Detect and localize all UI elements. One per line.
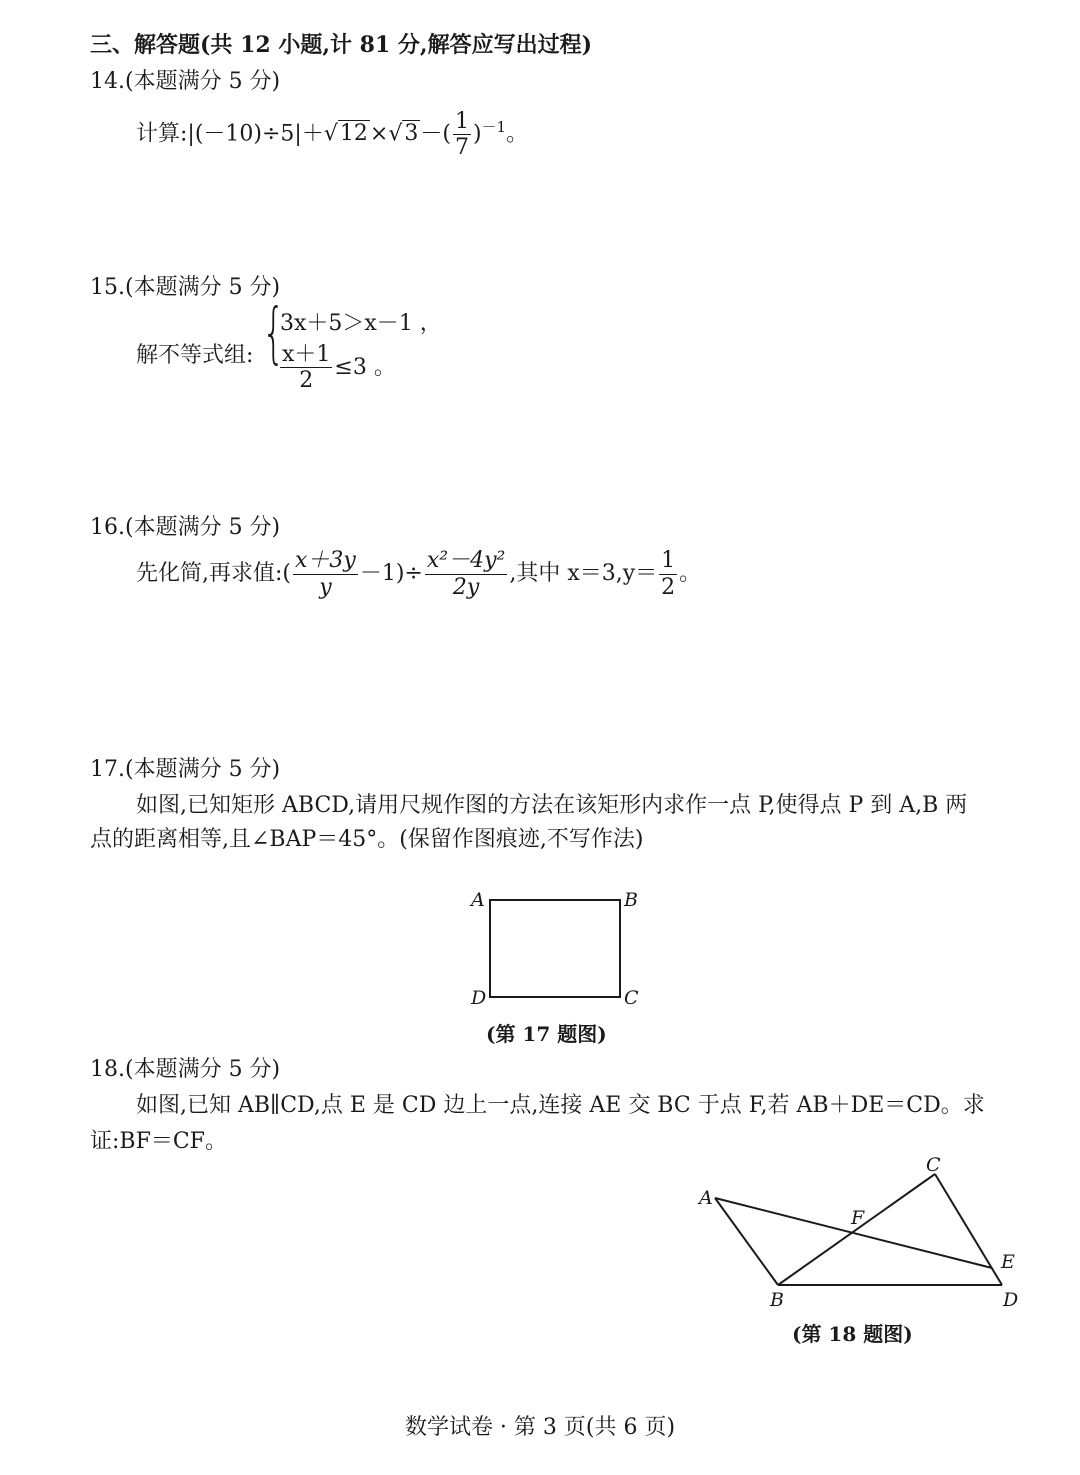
q16-end: 。 bbox=[679, 561, 702, 586]
q14-prompt: 计算: bbox=[136, 121, 188, 147]
q16-frac3-den: 2 bbox=[661, 574, 676, 600]
q14-exp: －1 bbox=[481, 118, 507, 136]
label-a: A bbox=[471, 889, 485, 911]
rectangle-abcd bbox=[490, 900, 620, 997]
left-brace-icon: { bbox=[262, 294, 286, 371]
q15-line2-tail: ≤3 。 bbox=[334, 354, 396, 380]
label-f: F bbox=[851, 1207, 865, 1229]
q17-caption: (第 17 题图) bbox=[486, 1022, 607, 1046]
q14-sqrt1: 12 bbox=[339, 121, 368, 147]
sqrt-icon: √ bbox=[323, 121, 338, 147]
q16-frac1-num: x＋3y bbox=[295, 548, 356, 574]
sqrt-icon: √ bbox=[388, 121, 403, 147]
q16-frac2-num: x²－4y² bbox=[426, 548, 506, 574]
segment-bc bbox=[778, 1174, 935, 1285]
label-a: A bbox=[699, 1187, 713, 1209]
page-footer: 数学试卷 · 第 3 页(共 6 页) bbox=[404, 1415, 676, 1440]
q14-expr-a: |(－10)÷5|＋ bbox=[187, 121, 324, 147]
q15-header: 15.(本题满分 5 分) bbox=[90, 275, 281, 300]
label-c: C bbox=[624, 987, 639, 1009]
q17-rectangle-figure bbox=[460, 880, 650, 1010]
q18-header: 18.(本题满分 5 分) bbox=[90, 1057, 281, 1082]
q16-frac1-den: y bbox=[319, 574, 332, 600]
q14-times: × bbox=[369, 121, 389, 147]
label-c: C bbox=[926, 1154, 941, 1176]
q16-frac3-num: 1 bbox=[661, 548, 676, 574]
q15-fraction bbox=[280, 342, 332, 394]
q18-line2: 证:BF＝CF。 bbox=[90, 1129, 227, 1154]
q16-fraction-1 bbox=[293, 548, 358, 600]
q16-prompt: 先化简,再求值:( bbox=[136, 561, 291, 586]
q14-minus: －( bbox=[420, 121, 451, 147]
q14-frac-num: 1 bbox=[454, 108, 469, 134]
q17-header: 17.(本题满分 5 分) bbox=[90, 757, 281, 782]
q16-fraction-2 bbox=[425, 548, 507, 600]
q14-sqrt2: 3 bbox=[404, 121, 419, 147]
section-title: 三、解答题(共 12 小题,计 81 分,解答应写出过程) bbox=[90, 32, 593, 58]
label-e: E bbox=[1001, 1251, 1015, 1273]
q15-frac-num: x＋1 bbox=[282, 342, 331, 367]
label-d: D bbox=[1003, 1289, 1019, 1311]
q16-fraction-3 bbox=[659, 548, 677, 600]
q14-frac-den: 7 bbox=[454, 134, 469, 160]
q16-expression bbox=[136, 546, 701, 602]
q15-line1: 3x＋5＞x－1 ， bbox=[280, 311, 442, 336]
q18-line1: 如图,已知 AB∥CD,点 E 是 CD 边上一点,连接 AE 交 BC 于点 F,若 AB＋DE＝CD。求 bbox=[136, 1093, 985, 1118]
q15-line2 bbox=[278, 342, 396, 394]
q15-frac-den: 2 bbox=[299, 368, 314, 394]
label-b: B bbox=[624, 889, 638, 911]
q14-end: 。 bbox=[506, 121, 529, 147]
q14-header: 14.(本题满分 5 分) bbox=[90, 69, 281, 94]
label-d: D bbox=[471, 987, 487, 1009]
q16-header: 16.(本题满分 5 分) bbox=[90, 515, 281, 540]
q16-condition: ,其中 x＝3,y＝ bbox=[509, 561, 658, 586]
q14-expression bbox=[136, 105, 528, 160]
q17-line2: 点的距离相等,且∠BAP＝45°。(保留作图痕迹,不写作法) bbox=[90, 827, 644, 852]
q14-fraction bbox=[453, 109, 471, 161]
q18-caption: (第 18 题图) bbox=[792, 1322, 913, 1346]
q17-line1: 如图,已知矩形 ABCD,请用尺规作图的方法在该矩形内求作一点 P,使得点 P 到 A,B 两 bbox=[136, 793, 968, 818]
label-b: B bbox=[770, 1289, 784, 1311]
q16-frac2-den: 2y bbox=[452, 574, 480, 600]
segment-cd bbox=[935, 1174, 1002, 1285]
q14-close: ) bbox=[472, 121, 482, 147]
q18-figure bbox=[690, 1150, 1030, 1315]
q16-mid: －1)÷ bbox=[359, 561, 423, 586]
q15-prompt: 解不等式组: bbox=[136, 343, 254, 368]
